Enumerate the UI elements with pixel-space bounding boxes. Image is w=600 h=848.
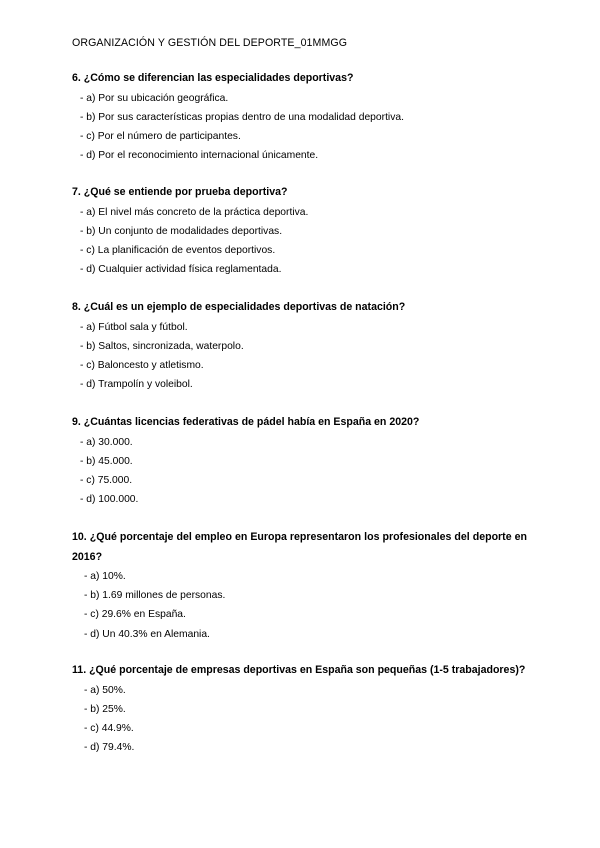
question-11 [72,661,527,757]
question-9-option-d: - d) 100.000. [80,494,139,506]
question-7-options [72,203,527,280]
question-10-option-b: - b) 1.69 millones de personas. [84,590,226,602]
question-6-options [72,89,527,166]
question-7-option-a: - a) El nivel más concreto de la práctica deportiva. [80,206,309,218]
question-7-option-c: - c) La planificación de eventos deportivos. [80,244,276,256]
question-11-option-b: - b) 25%. [84,703,126,715]
question-9-option-c: - c) 75.000. [80,474,133,486]
question-6-option-c: - c) Por el número de participantes. [80,130,241,142]
question-9-title: 9. ¿Cuántas licencias federativas de pádel había en España en 2020? [72,416,420,428]
question-9-option-a: - a) 30.000. [80,436,133,448]
question-7-option-b: - b) Un conjunto de modalidades deportivas. [80,225,283,237]
question-8-title: 8. ¿Cuál es un ejemplo de especialidades deportivas de natación? [72,301,406,313]
question-10 [72,528,527,644]
question-6-option-d: - d) Por el reconocimiento internacional únicamente. [80,150,319,162]
question-11-option-d: - d) 79.4%. [84,742,135,754]
question-11-option-c: - c) 44.9%. [84,722,134,734]
question-8-option-b: - b) Saltos, sincronizada, waterpolo. [80,340,244,352]
question-10-option-a: - a) 10%. [84,571,126,582]
document-header: ORGANIZACIÓN Y GESTIÓN DEL DEPORTE_01MMGG [72,37,348,49]
question-9-options [72,433,527,510]
question-7-option-d: - d) Cualquier actividad física reglamentada. [80,264,282,276]
question-11-title: 11. ¿Qué porcentaje de empresas deportivas en España son pequeñas (1-5 trabajadores)? [72,664,526,676]
question-10-title: 10. ¿Qué porcentaje del empleo en Europa representaron los profesionales del deporte en 2016? [72,531,527,563]
question-8-options [72,318,527,395]
question-9 [72,413,527,509]
question-11-options [72,681,527,758]
question-8 [72,298,527,394]
question-8-option-d: - d) Trampolín y voleibol. [80,379,193,391]
question-10-option-c: - c) 29.6% en España. [84,609,186,621]
question-9-option-b: - b) 45.000. [80,455,133,467]
question-11-option-a: - a) 50%. [84,684,126,696]
question-7-title: 7. ¿Qué se entiende por prueba deportiva? [72,186,288,198]
question-8-option-c: - c) Baloncesto y atletismo. [80,359,204,371]
question-6 [72,69,527,165]
question-6-title: 6. ¿Cómo se diferencian las especialidades deportivas? [72,72,354,84]
question-6-option-a: - a) Por su ubicación geográfica. [80,92,229,104]
question-10-options [72,567,527,644]
question-8-option-a: - a) Fútbol sala y fútbol. [80,321,188,333]
question-10-option-d: - d) Un 40.3% en Alemania. [84,628,210,640]
question-7 [72,183,527,279]
question-6-option-b: - b) Por sus características propias dentro de una modalidad deportiva. [80,111,404,123]
